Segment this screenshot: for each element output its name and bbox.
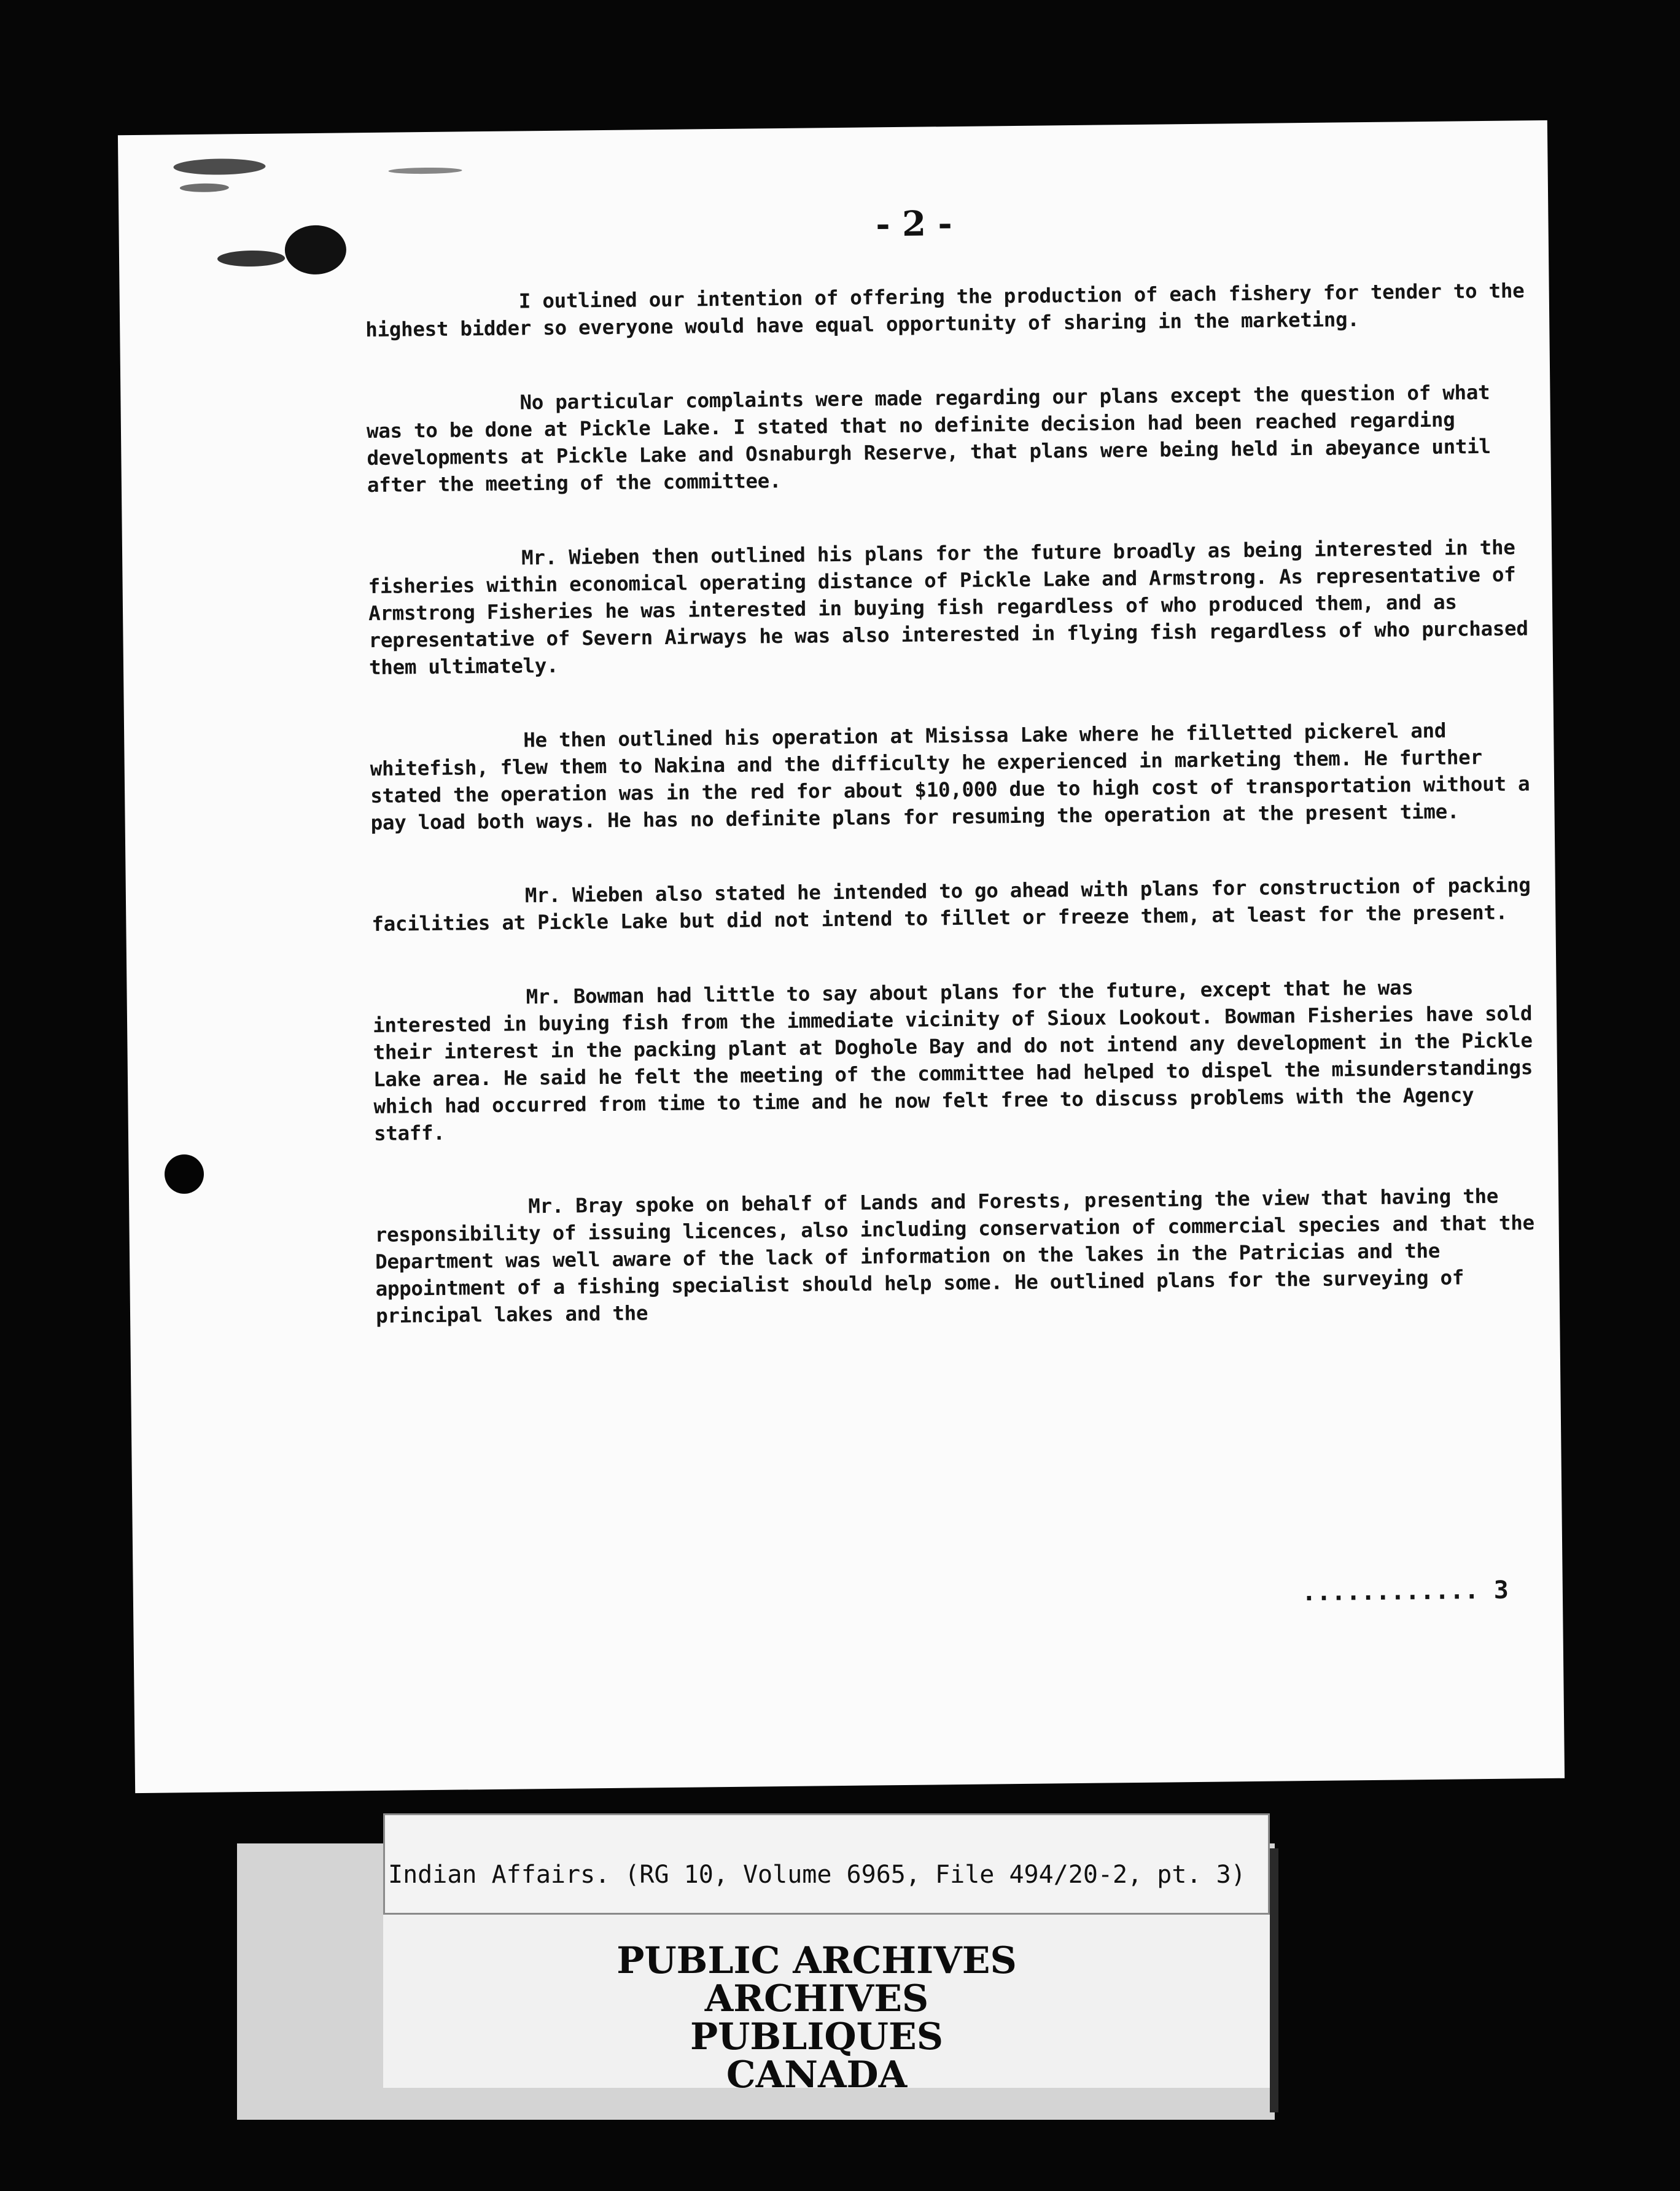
archive-reference: Indian Affairs. (RG 10, Volume 6965, File 494/20-2, pt. 3) [388, 1861, 1246, 1889]
archive-stamp-line: CANADA [726, 2053, 908, 2096]
archive-slip-shadow [1270, 1848, 1278, 2112]
paragraph: He then outlined his operation at Misissa Lake where he filletted pickerel and whitefish, flew them to Nakina and the difficulty he experienced in marketing them. He further stated the operation was in the red for about $10,000 due to high cost of transportation without a pay load both ways. He has no definite plans for resuming the operation at the present time. [370, 718, 1530, 835]
page-number: - 2 - [875, 203, 953, 245]
archive-stamp-line: PUBLIC ARCHIVES [616, 1939, 1017, 1982]
document-page [118, 120, 1565, 1793]
ink-smudge [284, 225, 346, 274]
archive-stamp [577, 1939, 1056, 2096]
ink-smudge [217, 250, 285, 267]
ink-smudge [180, 183, 229, 192]
letter-body [365, 277, 1537, 1329]
paragraph: Mr. Wieben then outlined his plans for the future broadly as being interested in the fisheries within economical operating distance of Pickle Lake and Armstrong. As representative of Armstrong Fisheries he was interested in buying fish regardless of who produced them, and as representative of Severn Airways he was also interested in flying fish regardless of who purchased them ultimately. [368, 535, 1528, 680]
archive-stamp-line: ARCHIVES PUBLIQUES [690, 1977, 944, 2058]
paragraph: I outlined our intention of offering the production of each fishery for tender to the highest bidder so everyone would have equal opportunity of sharing in the marketing. [365, 279, 1525, 342]
ink-smudge [173, 158, 265, 176]
paragraph: No particular complaints were made regarding our plans except the question of what was to be done at Pickle Lake. I stated that no definite decision had been reached regarding developments at Pickle Lake and Osnaburgh Reserve, that plans were being held in abeyance until after the meeting of the committee. [366, 380, 1491, 497]
continuation-marker: ............ 3 [1301, 1576, 1509, 1607]
paragraph: Mr. Bowman had little to say about plans for the future, except that he was interested in buying fish from the immediate vicinity of Sioux Lookout. Bowman Fisheries have sold their interest in the packing plant at Doghole Bay and do not intend any development in the Pickle Lake area. He said he felt the meeting of the committee had helped to dispel the misunderstandings which had occurred from time to time and he now felt free to discuss problems with the Agency staff. [372, 976, 1533, 1145]
paragraph: Mr. Wieben also stated he intended to go ahead with plans for construction of packing facilities at Pickle Lake but did not intend to fillet or freeze them, at least for the present. [371, 873, 1531, 936]
hole-punch [165, 1154, 204, 1194]
ink-smudge [389, 167, 462, 174]
paragraph: Mr. Bray spoke on behalf of Lands and Forests, presenting the view that having the responsibility of issuing licences, also including conservation of commercial species and that the Department was well aware of the lack of information on the lakes in the Patricias and the appointment of a fishing specialist should help some. He outlined plans for the surveying of principal lakes and the [375, 1184, 1534, 1328]
